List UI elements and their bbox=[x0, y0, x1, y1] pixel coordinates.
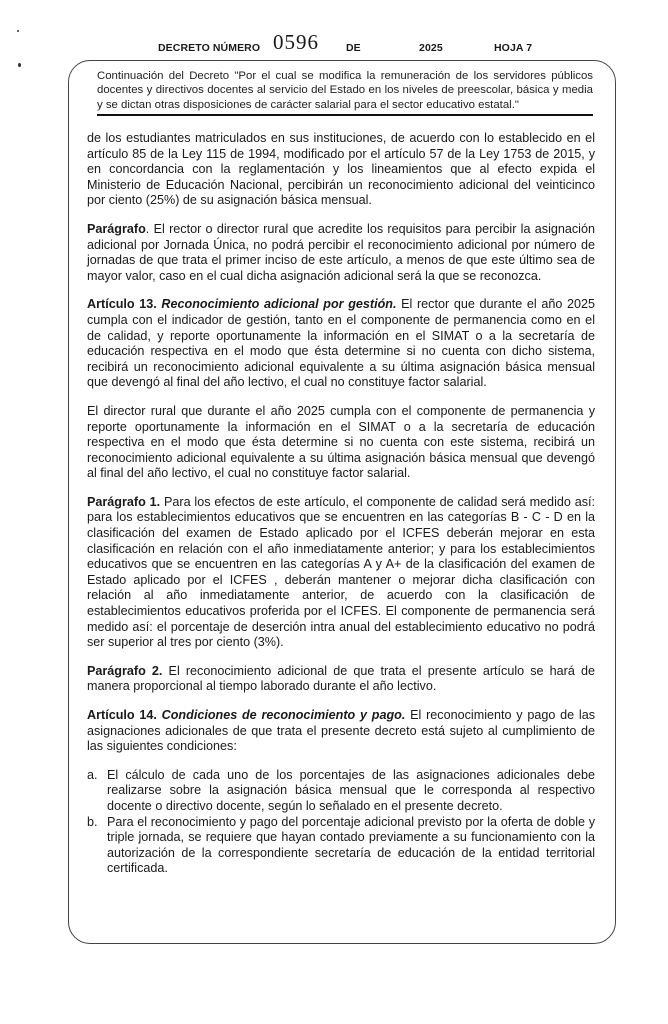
paragrafo-1: Parágrafo 1. Para los efectos de este artículo, el componente de calidad será medido así: para los establecimientos educativos que se encuentren en las categorías B - C - D en la clasificación del examen de Estado aplicado por el ICFES deberán mejorar en esta clasificación en relación con el año inmediatamente anterior; y para los establecimientos educativos que se encuentren en las categorías A y A+ de la clasificación del examen de Estado aplicado por el ICFES , deberán mantener o mejorar dicha clasificación con relación al año inmediatamente anterior, de acuerdo con la clasificación de establecimientos educativos proferida por el ICFES. El componente de permanencia será medido así: el porcentaje de deserción intra anual del establecimiento educativo no podrá ser superior al tres por ciento (3%). bbox=[87, 494, 596, 650]
list-item: b. Para el reconocimiento y pago del porcentaje adicional previsto por la oferta de doble y triple jornada, se requiere que hayan contado previamente a su funcionamiento con la autorización de la correspondiente secretaría de educación de la entidad territorial certificada. bbox=[87, 814, 595, 876]
paragraph-paragrafo: Parágrafo. El rector o director rural que acredite los requisitos para percibir la asignación adicional por Jornada Única, no podrá percibir el reconocimiento adicional por número de jornadas de que trata el primer inciso de este artículo, a menos de que este último sea de mayor valor, caso en el cual dicha asignación adicional será la que se reconozca. bbox=[87, 221, 595, 283]
paragrafo-2-label: Parágrafo 2. bbox=[87, 663, 163, 678]
list-item: a. El cálculo de cada uno de los porcentajes de las asignaciones adicionales debe realizarse sobre la asignación básica mensual que le corresponda al respectivo docente o directivo docente, según lo señalado en el presente decreto. bbox=[87, 767, 595, 813]
article-14-label: Artículo 14. bbox=[87, 708, 157, 722]
paragrafo-label: Parágrafo bbox=[87, 221, 146, 236]
decree-number: 0596 bbox=[273, 30, 319, 54]
sheet-number: HOJA 7 bbox=[494, 42, 533, 54]
list-marker: a. bbox=[87, 767, 98, 782]
decree-de-label: DE bbox=[346, 42, 361, 54]
scan-speck bbox=[18, 63, 21, 67]
paragraph-director-rural: El director rural que durante el año 2025 cumpla con el componente de permanencia y reporte oportunamente la información en el SIMAT o a la secretaría de educación respectiva en el modo que ésta determine si no cuenta con este sistema, recibirá un reconocimiento adicional equivalente a su última asignación básica mensual que devengó al final del año lectivo, el cual no constituye factor salarial. bbox=[87, 403, 595, 481]
scan-speck bbox=[17, 30, 19, 32]
conditions-list bbox=[87, 768, 595, 877]
article-14-title: Condiciones de reconocimiento y pago. bbox=[161, 708, 406, 722]
list-marker: b. bbox=[87, 814, 98, 829]
article-13-label: Artículo 13. bbox=[87, 297, 157, 312]
paragraph-continuation: de los estudiantes matriculados en sus instituciones, de acuerdo con lo establecido en el artículo 85 de la Ley 115 de 1994, modificado por el artículo 57 de la Ley 1753 de 2015, y en concordancia con la reglamentación y los lineamientos que al efecto expida el Ministerio de Educación Nacional, percibirán un reconocimiento adicional del veinticinco por ciento (25%) de su asignación básica mensual. bbox=[87, 131, 595, 208]
article-14: Artículo 14. Condiciones de reconocimiento y pago. El reconocimiento y pago de las asignaciones adicionales de que trata el presente decreto está sujeto al cumplimiento de las siguientes condiciones: bbox=[87, 708, 596, 754]
decree-label: DECRETO NÚMERO bbox=[158, 42, 261, 54]
article-13: Artículo 13. Reconocimiento adicional por gestión. El rector que durante el año 2025 cumpla con el indicador de gestión, tanto en el componente de permanencia como en el de calidad, y reporte oportunamente la información en el SIMAT o a la secretaría de educación respectiva en el modo que ésta determine si no cuenta con dicho sistema, recibirá un reconocimiento adicional equivalente a su última asignación básica mensual que devengó al final del año lectivo, el cual no constituye factor salarial. bbox=[87, 297, 595, 390]
continuation-divider bbox=[97, 114, 593, 116]
article-13-title: Reconocimiento adicional por gestión. bbox=[161, 297, 397, 312]
document-body bbox=[87, 131, 595, 890]
decree-year: 2025 bbox=[419, 42, 443, 54]
document-header bbox=[0, 30, 668, 60]
continuation-note: Continuación del Decreto "Por el cual se modifica la remuneración de los servidores públicos docentes y directivos docentes al servicio del Estado en los niveles de preescolar, básica y media y se dictan otras disposiciones de carácter salarial para el sector educativo estatal." bbox=[97, 70, 593, 111]
paragrafo-1-label: Parágrafo 1. bbox=[87, 494, 161, 509]
paragrafo-2: Parágrafo 2. El reconocimiento adicional de que trata el presente artículo se hará de manera proporcional al tiempo laborado durante el año lectivo. bbox=[87, 663, 595, 694]
